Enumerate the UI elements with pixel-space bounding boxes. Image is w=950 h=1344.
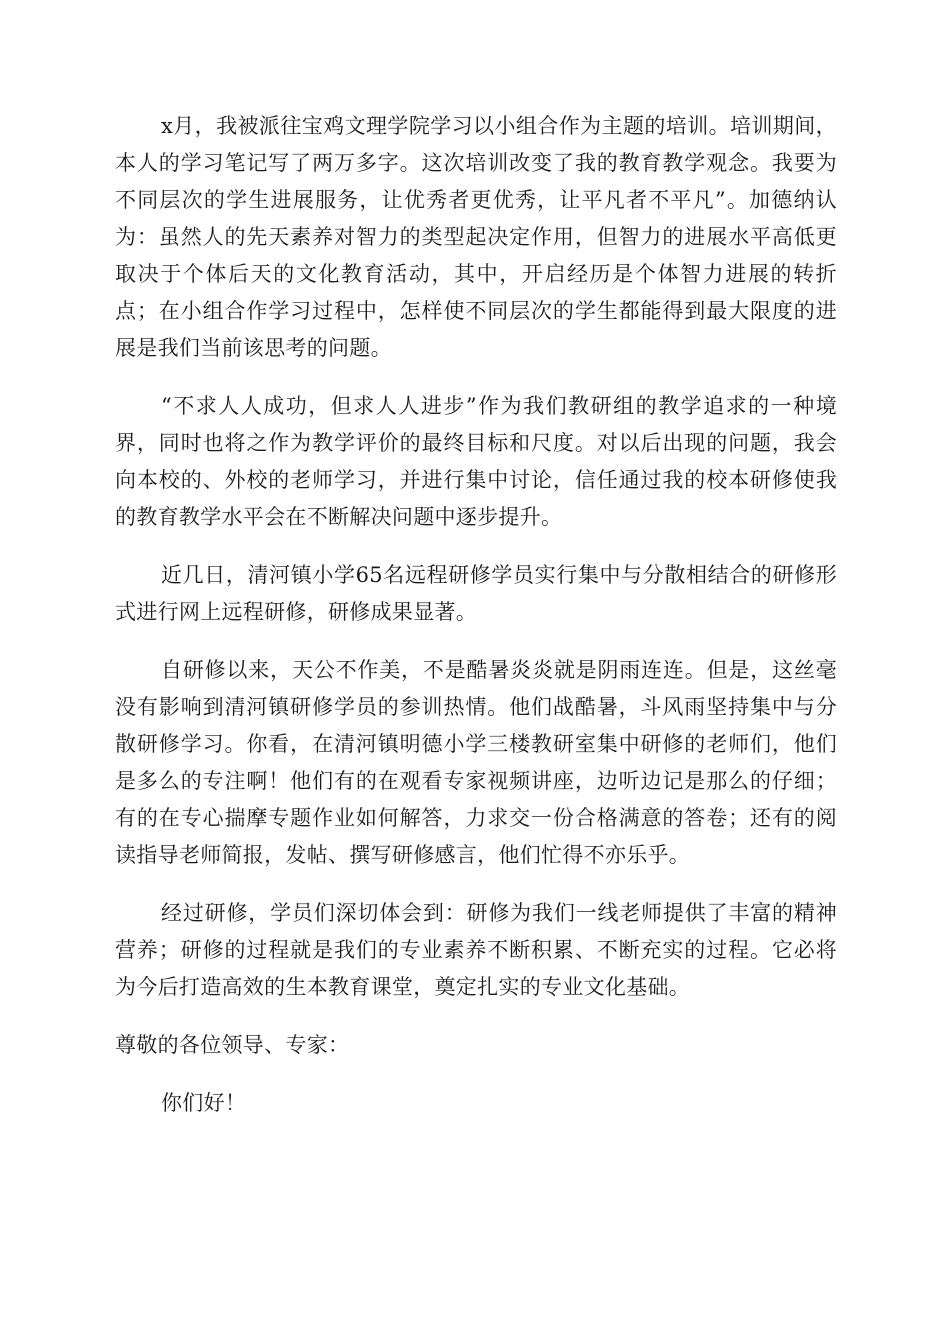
paragraph-enthusiasm: 自研修以来，天公不作美，不是酷暑炎炎就是阴雨连连。但是，这丝毫没有影响到清河镇研修学员的参训热情。他们战酷暑，斗风雨坚持集中与分散研修学习。你看，在清河镇明德小学三楼教研室集中研修的老师们，他们是多么的专注啊！他们有的在观看专家视频讲座，边听边记是那么的仔细；有的在专心揣摩专题作业如何解答，力求交一份合格满意的答卷；还有的阅读指导老师简报，发帖、撰写研修感言，他们忙得不亦乐乎。 xyxy=(115,658,837,867)
salutation: 尊敬的各位领导、专家： xyxy=(115,1033,350,1057)
greeting: 你们好！ xyxy=(161,1091,247,1115)
paragraph-progress: “不求人人成功，但求人人进步”作为我们教研组的教学追求的一种境界，同时也将之作为教学评价的最终目标和尺度。对以后出现的问题，我会向本校的、外校的老师学习，并进行集中讨论，信任通过我的校本研修使我的教育教学水平会在不断解决问题中逐步提升。 xyxy=(115,394,837,529)
paragraph-conclusion: 经过研修，学员们深切体会到：研修为我们一线老师提供了丰富的精神营养；研修的过程就是我们的专业素养不断积累、不断充实的过程。它必将为今后打造高效的生本教育课堂，奠定扎实的专业文化基础。 xyxy=(115,901,837,999)
paragraph-remote-study: 近几日，清河镇小学65名远程研修学员实行集中与分散相结合的研修形式进行网上远程研修，研修成果显著。 xyxy=(115,563,837,624)
paragraph-training: x月，我被派往宝鸡文理学院学习以小组合作为主题的培训。培训期间，本人的学习笔记写了两万多字。这次培训改变了我的教育教学观念。我要为不同层次的学生进展服务，让优秀者更优秀，让平凡者不平凡”。加德纳认为：虽然人的先天素养对智力的类型起决定作用，但智力的进展水平高低更取决于个体后天的文化教育活动，其中，开启经历是个体智力进展的转折点；在小组合作学习过程中，怎样使不同层次的学生都能得到最大限度的进展是我们当前该思考的问题。 xyxy=(115,114,837,360)
document-body xyxy=(115,108,837,1143)
